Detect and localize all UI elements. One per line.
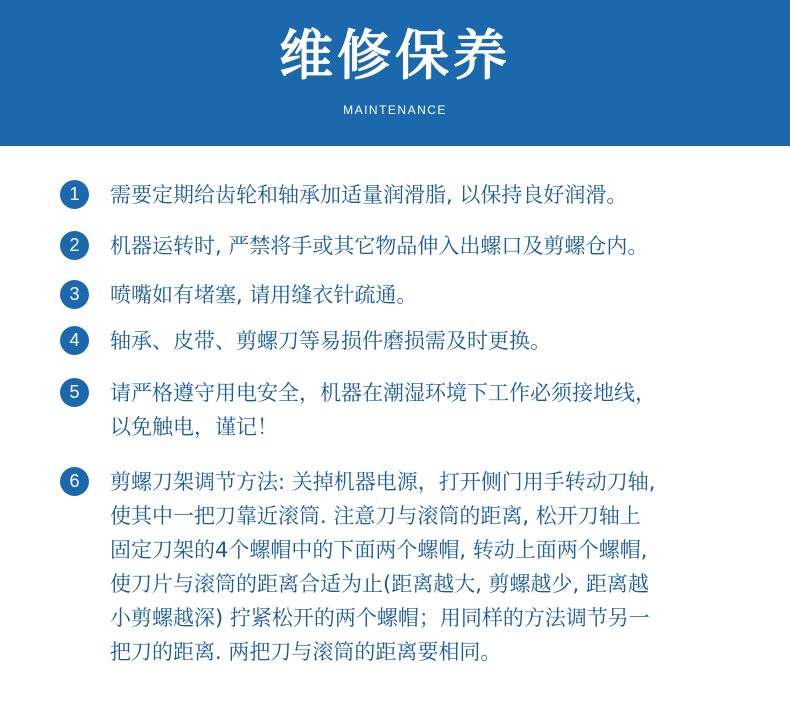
item-text	[110, 324, 770, 358]
item-text	[110, 465, 770, 669]
number-badge-icon: 6	[60, 467, 89, 496]
item-line: 轴承、皮带、剪螺刀等易损件磨损需及时更换。	[110, 329, 551, 353]
number-badge-icon: 2	[60, 231, 89, 260]
item-line: 使其中一把刀靠近滚筒. 注意刀与滚筒的距离, 松开刀轴上	[110, 504, 641, 528]
number-badge-icon: 4	[60, 326, 89, 355]
number-badge-icon: 5	[60, 378, 89, 407]
item-line: 需要定期给齿轮和轴承加适量润滑脂, 以保持良好润滑。	[110, 183, 628, 207]
number-badge-icon: 3	[60, 280, 89, 309]
item-text	[110, 229, 770, 263]
item-line: 使刀片与滚筒的距离合适为止(距离越大, 剪螺越少, 距离越	[110, 572, 649, 596]
item-line: 机器运转时, 严禁将手或其它物品伸入出螺口及剪螺仓内。	[110, 234, 649, 258]
item-line: 喷嘴如有堵塞, 请用缝衣针疏通。	[110, 283, 418, 307]
number-badge-icon: 1	[60, 180, 89, 209]
item-line: 小剪螺越深) 拧紧松开的两个螺帽；用同样的方法调节另一	[110, 606, 650, 630]
item-line: 固定刀架的4个螺帽中的下面两个螺帽, 转动上面两个螺帽,	[110, 538, 648, 562]
item-line: 剪螺刀架调节方法: 关掉机器电源，打开侧门用手转动刀轴,	[110, 470, 656, 494]
item-text	[110, 278, 770, 312]
item-line: 把刀的距离. 两把刀与滚筒的距离要相同。	[110, 640, 502, 664]
item-text	[110, 178, 770, 212]
page-title: 维修保养	[279, 24, 511, 87]
item-line: 请严格遵守用电安全，机器在潮湿环境下工作必须接地线，	[110, 381, 656, 405]
page-subtitle: MAINTENANCE	[343, 103, 447, 117]
header-banner	[0, 0, 790, 146]
item-text	[110, 376, 770, 444]
item-line: 以免触电，谨记！	[110, 415, 278, 439]
